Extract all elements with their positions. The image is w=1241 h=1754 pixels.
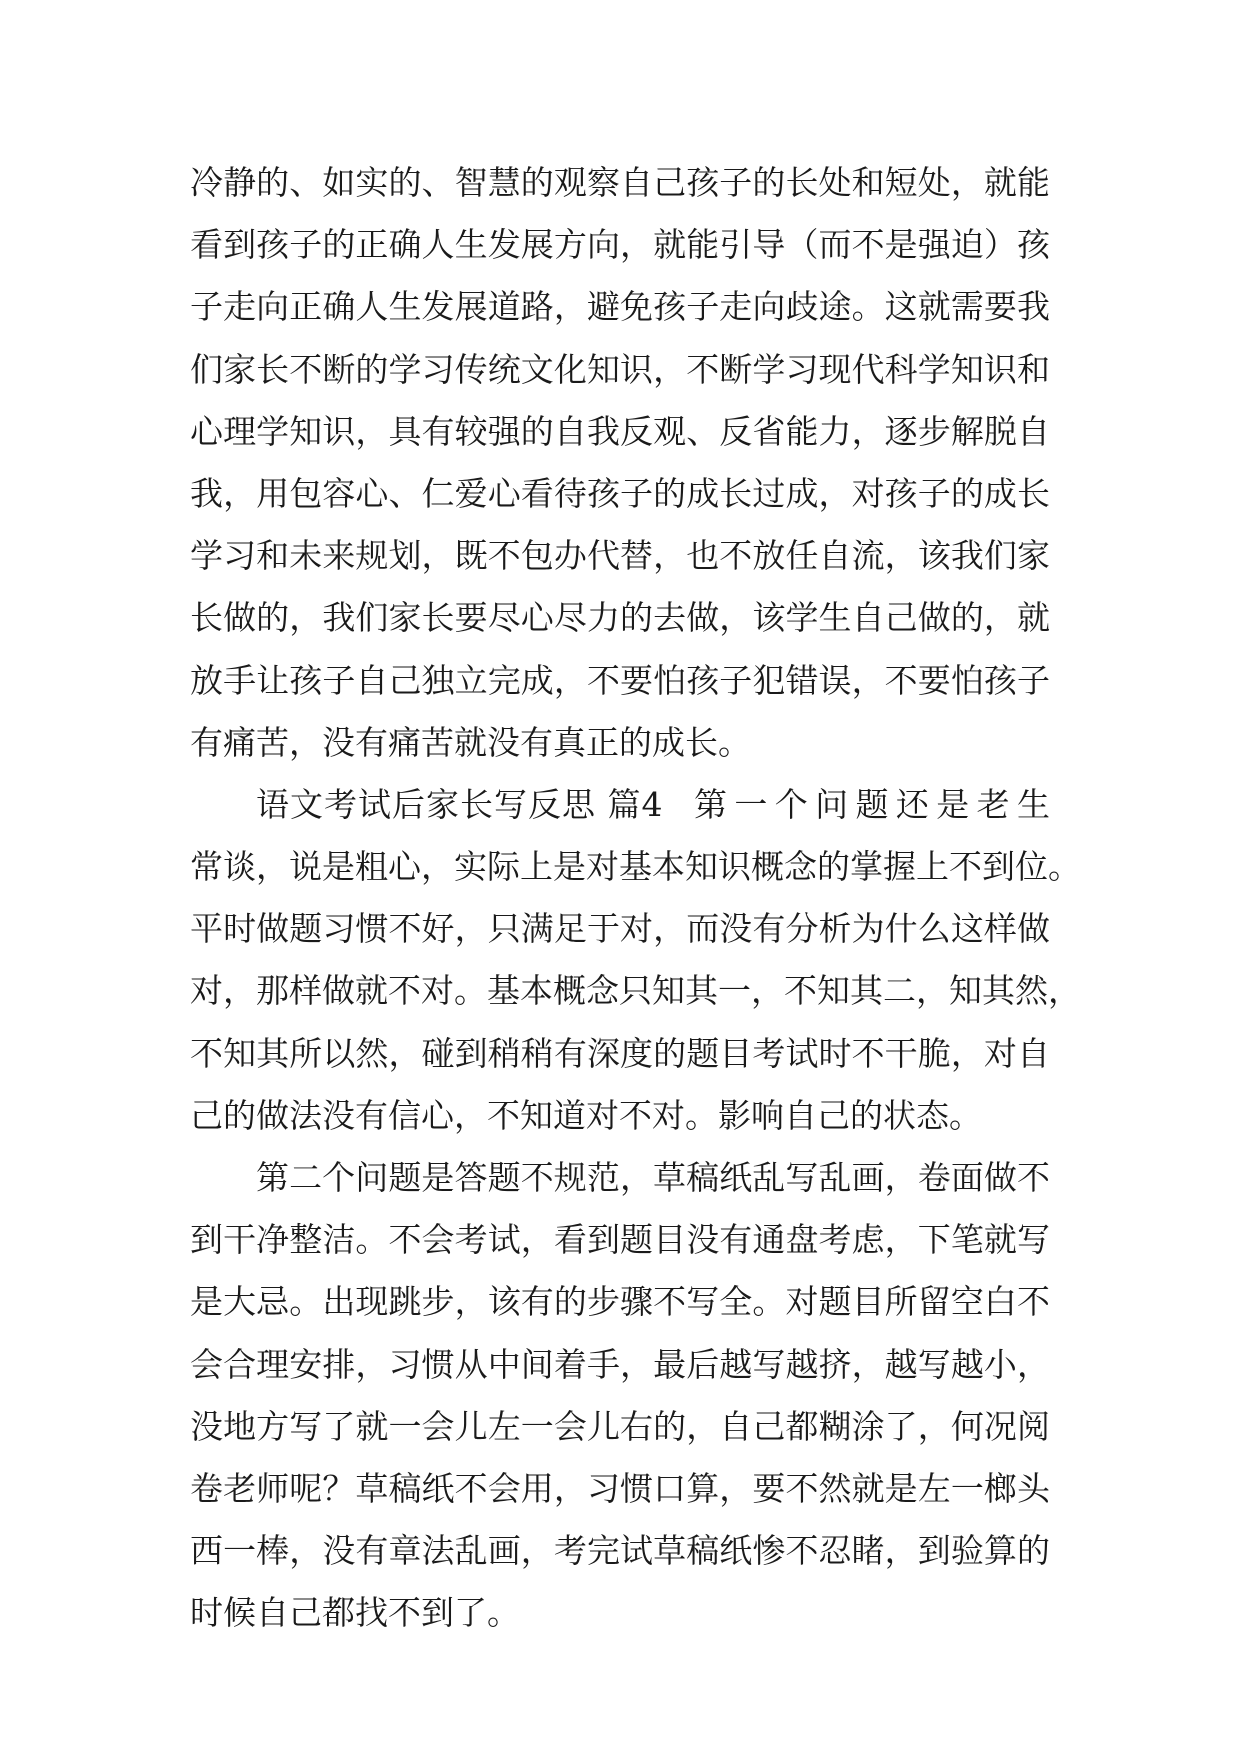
paragraph-line: 常谈，说是粗心，实际上是对基本知识概念的掌握上不到位。 <box>190 847 1081 887</box>
paragraph-line: 到干净整洁。不会考试，看到题目没有通盘考虑，下笔就写 <box>190 1220 1050 1260</box>
paragraph-line: 看到孩子的正确人生发展方向，就能引导（而不是强迫）孩 <box>190 225 1050 265</box>
paragraph-line: 放手让孩子自己独立完成，不要怕孩子犯错误，不要怕孩子 <box>190 660 1050 700</box>
paragraph-2 <box>190 774 1081 1147</box>
paragraph-3 <box>190 1147 1050 1645</box>
paragraph-1 <box>190 152 1050 774</box>
paragraph-line: 没地方写了就一会儿左一会儿右的，自己都糊涂了，何况阅 <box>190 1406 1050 1446</box>
paragraph-line: 子走向正确人生发展道路，避免孩子走向歧途。这就需要我 <box>190 287 1050 327</box>
paragraph-line: 会合理安排，习惯从中间着手，最后越写越挤，越写越小， <box>190 1344 1050 1384</box>
paragraph-line: 对，那样做就不对。基本概念只知其一，不知其二，知其然， <box>190 971 1081 1011</box>
paragraph-line-start: 第一个问题还是老生 <box>694 784 1050 824</box>
paragraph-line: 时候自己都找不到了。 <box>190 1593 520 1633</box>
paragraph-line: 西一棒，没有章法乱画，考完试草稿纸惨不忍睹，到验算的 <box>190 1531 1050 1571</box>
paragraph-line: 有痛苦，没有痛苦就没有真正的成长。 <box>190 722 751 762</box>
paragraph-line: 第二个问题是答题不规范，草稿纸乱写乱画，卷面做不 <box>256 1158 1050 1197</box>
section-heading: 语文考试后家长写反思 篇4 <box>256 784 664 824</box>
paragraph-line: 己的做法没有信心，不知道对不对。影响自己的状态。 <box>190 1095 982 1135</box>
paragraph-line: 卷老师呢？草稿纸不会用，习惯口算，要不然就是左一榔头 <box>190 1468 1050 1508</box>
paragraph-line: 们家长不断的学习传统文化知识，不断学习现代科学知识和 <box>190 349 1050 389</box>
document-page <box>190 152 1081 1645</box>
paragraph-line: 长做的，我们家长要尽心尽力的去做，该学生自己做的，就 <box>190 598 1050 638</box>
paragraph-line: 不知其所以然，碰到稍稍有深度的题目考试时不干脆，对自 <box>190 1033 1050 1073</box>
paragraph-line: 是大忌。出现跳步，该有的步骤不写全。对题目所留空白不 <box>190 1282 1050 1322</box>
paragraph-line: 冷静的、如实的、智慧的观察自己孩子的长处和短处，就能 <box>190 163 1050 202</box>
paragraph-line: 心理学知识，具有较强的自我反观、反省能力，逐步解脱自 <box>190 411 1050 451</box>
paragraph-line: 平时做题习惯不好，只满足于对，而没有分析为什么这样做 <box>190 909 1050 949</box>
paragraph-line: 我，用包容心、仁爱心看待孩子的成长过成，对孩子的成长 <box>190 473 1050 513</box>
paragraph-line: 学习和未来规划，既不包办代替，也不放任自流，该我们家 <box>190 536 1050 576</box>
section-heading-line <box>190 774 1050 836</box>
